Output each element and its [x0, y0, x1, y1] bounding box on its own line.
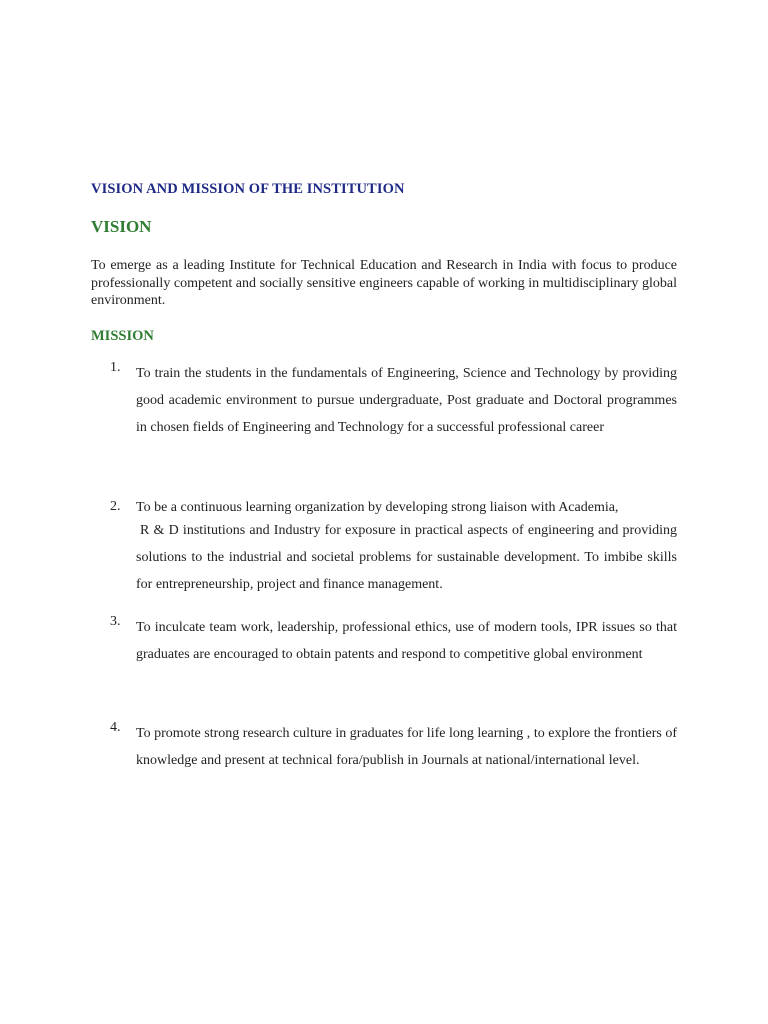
mission-item-text: To inculcate team work, leadership, professional ethics, use of modern tools, IPR issues so that graduates are encouraged to obtain patents and respond to competitive global environment: [136, 620, 677, 662]
mission-item-text: To promote strong research culture in graduates for life long learning , to explore the frontiers of knowledge and present at technical fora/publish in Journals at national/international level.: [136, 726, 677, 768]
mission-item-number: 4.: [110, 720, 121, 735]
vision-statement: To emerge as a leading Institute for Technical Education and Research in India with focus to produce professionally competent and socially sensitive engineers capable of working in multidisciplinary global environment.: [91, 258, 677, 308]
document-title: VISION AND MISSION OF THE INSTITUTION: [91, 181, 405, 197]
mission-item-text: [136, 495, 677, 598]
mission-item-4: [110, 720, 677, 774]
mission-item-3: [110, 614, 677, 668]
mission-item-number: 1.: [110, 360, 121, 375]
mission-item-text: To train the students in the fundamentals of Engineering, Science and Technology by providing good academic environment to pursue undergraduate, Post graduate and Doctoral programmes in chosen fields of Engineering and Technology for a successful professional career: [136, 366, 677, 435]
mission-heading: MISSION: [91, 328, 154, 344]
mission-item-number: 2.: [110, 499, 121, 514]
mission-item-2: [110, 495, 677, 598]
mission-item-first-line: To be a continuous learning organization by developing strong liaison with Academia,: [136, 500, 619, 515]
mission-item-continuation: R & D institutions and Industry for exposure in practical aspects of engineering and providing solutions to the industrial and societal problems for sustainable development. To imbibe skills for entrepreneurship, project and finance management.: [136, 523, 677, 592]
mission-item-1: [110, 360, 677, 441]
mission-item-number: 3.: [110, 614, 121, 629]
vision-heading: VISION: [91, 217, 152, 236]
